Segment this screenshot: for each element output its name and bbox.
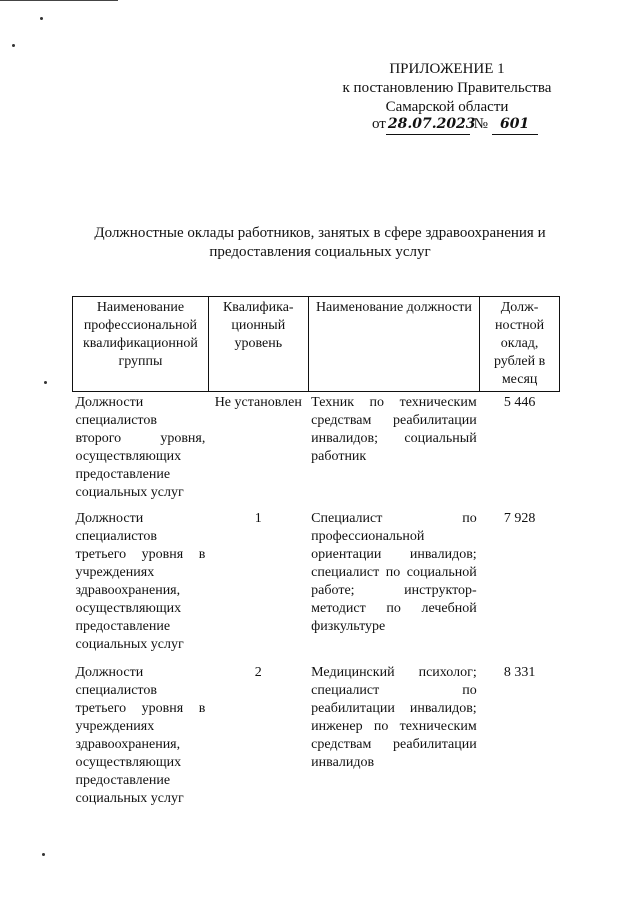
cell-level: 1 <box>254 511 262 526</box>
cell-position: Специалист по профессиональной ориентации инвалидов; специалист по социальной работе; инструктор-методист по лечебной физкультуре <box>311 511 477 634</box>
cell-salary: 7 928 <box>503 511 536 526</box>
header-position: Наименование должности <box>308 297 480 392</box>
scan-speck <box>42 853 45 856</box>
handwritten-date: 28.07.2023 <box>386 115 470 135</box>
from-label: от <box>372 116 386 132</box>
cell-group: Должности специалистов третьего уровня в учреждениях здравоохранения, осуществляющих предоставление социальных услуг <box>75 511 206 652</box>
title-line-1: Должностные оклады работников, занятых в сфере здравоохранения и <box>94 225 546 241</box>
cell-salary: 8 331 <box>503 665 536 680</box>
scan-speck <box>44 381 47 384</box>
salary-table <box>72 296 560 810</box>
cell-level: 2 <box>254 665 262 680</box>
cell-level: Не установлен <box>214 395 302 410</box>
scan-speck <box>12 44 15 47</box>
handwritten-number: 601 <box>492 115 538 135</box>
cell-salary: 5 446 <box>503 395 536 410</box>
appendix-line-1: к постановлению Правительства <box>342 80 552 96</box>
scan-speck <box>40 17 43 20</box>
cell-group: Должности специалистов второго уровня, осуществляющих предоставление социальных услуг <box>75 395 206 500</box>
header-salary: Долж-ностной оклад, рублей в месяц <box>480 297 560 392</box>
decree-reference <box>372 115 552 135</box>
appendix-line-2: Самарской области <box>385 99 509 115</box>
table-row <box>73 392 560 509</box>
cell-position: Медицинский психолог; специалист по реабилитации инвалидов; инженер по техническим средствам реабилитации инвалидов <box>311 665 477 770</box>
header-group: Наименование профессиональной квалификационной группы <box>73 297 209 392</box>
scan-edge-line <box>0 0 118 1</box>
table-row <box>73 662 560 810</box>
table-row <box>73 508 560 662</box>
number-label: № <box>473 116 488 132</box>
document-title <box>70 224 570 262</box>
header-level: Квалифика-ционный уровень <box>208 297 308 392</box>
title-line-2: предоставления социальных услуг <box>209 244 431 260</box>
appendix-label: ПРИЛОЖЕНИЕ 1 <box>389 61 505 77</box>
cell-group: Должности специалистов третьего уровня в учреждениях здравоохранения, осуществляющих предоставление социальных услуг <box>75 665 206 806</box>
table-header-row <box>73 297 560 392</box>
cell-position: Техник по техническим средствам реабилитации инвалидов; социальный работник <box>311 395 477 464</box>
appendix-header <box>332 60 562 117</box>
